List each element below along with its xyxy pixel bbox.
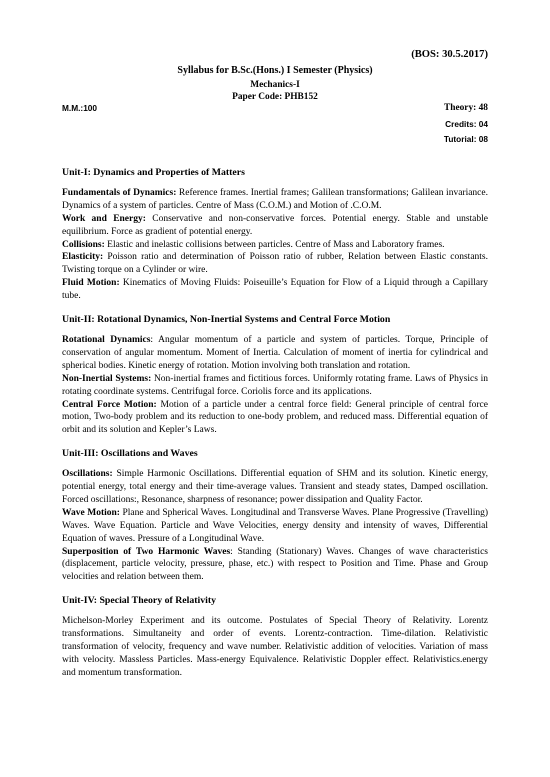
topic-term: Collisions:: [62, 239, 105, 250]
paper-code: Paper Code: PHB152: [232, 92, 318, 102]
topic-paragraph: [62, 615, 488, 680]
topic-paragraph: [62, 277, 488, 303]
topic-text: Plane and Spherical Waves. Longitudinal and Transverse Waves. Plane Progressive (Travelling) Waves. Wave Equation. Particle and Wave Velocities, energy density and intensity of waves, Differential Equation of waves. Pressure of a Longitudinal Wave.: [62, 507, 489, 544]
unit-title: Unit-II: Rotational Dynamics, Non-Inertial Systems and Central Force Motion: [62, 314, 391, 326]
topic-term: Central Force Motion:: [62, 399, 157, 410]
unit-title: Unit-I: Dynamics and Properties of Matters: [62, 167, 245, 178]
topic-term: Fundamentals of Dynamics:: [62, 187, 177, 198]
subject-title: Mechanics-I: [250, 80, 300, 90]
topic-paragraph: [62, 399, 488, 438]
topic-paragraph: [62, 546, 488, 585]
topic-term: Rotational Dynamics: [62, 334, 151, 345]
unit-title: Unit-III: Oscillations and Waves: [62, 448, 198, 460]
theory-hours: Theory: 48: [443, 103, 488, 113]
topic-text: Poisson ratio and determination of Poisson ratio of rubber, Relation between Elastic constants. Twisting torque on a Cylinder or wire.: [62, 252, 488, 276]
syllabus-content: [62, 167, 488, 680]
topic-text: Michelson-Morley Experiment and its outcome. Postulates of Special Theory of Relativity. Lorentz transformations. Simultaneity and order of events. Lorentz-contraction. Time-dilation. Relativistic transformation of velocity, frequency and wave number. Relativistic addition of velocities. Variation of mass with velocity. Massless Particles. Mass-energy Equivalence. Relativistic Doppler effect. Relativistics.energy and momentum transformation.: [62, 616, 488, 678]
topic-text: Conservative and non-conservative forces. Potential energy. Stable and unstable equilibrium. Force as gradient of potential energy.: [62, 213, 489, 237]
credits: Credits: 04: [445, 119, 488, 129]
topic-paragraph: [62, 187, 488, 213]
topic-paragraph: [62, 251, 488, 277]
topic-text: Motion of a particle under a central force field: General principle of central force motion, Two-body problem and its reduction to one-body problem, and reduced mass. Differential equation of orbit and its solution and Kepler’s Laws.: [62, 399, 488, 436]
topic-paragraph: [62, 334, 488, 373]
topic-paragraph: [62, 213, 488, 239]
topic-text: : Angular momentum of a particle and system of particles. Torque, Principle of conservation of angular momentum. Moment of Inertia. Calculation of moment of inertia for cylindrical and spherical bodies. Kinetic energy of rotation. Motion involving both translation and rotation.: [62, 334, 488, 371]
topic-text: : Standing (Stationary) Waves. Changes of wave characteristics (displacement, particle velocity, pressure, phase, etc.) with respect to Position and Time. Phase and Group velocities and relation between them.: [62, 546, 488, 583]
topic-term: Work and Energy:: [62, 213, 146, 224]
syllabus-title: Syllabus for B.Sc.(Hons.) I Semester (Physics): [177, 65, 373, 76]
topic-term: Fluid Motion:: [62, 278, 120, 289]
topic-paragraph: [62, 468, 488, 507]
topic-paragraph: [62, 507, 488, 546]
topic-term: Superposition of Two Harmonic Waves: [62, 546, 231, 557]
max-marks: M.M.:100: [62, 103, 98, 113]
bos-date: (BOS: 30.5.2017): [411, 49, 488, 60]
topic-text: Non-inertial frames and fictitious forces. Uniformly rotating frame. Laws of Physics in rotating coordinate systems. Centrifugal force. Coriolis force and its applications.: [62, 373, 488, 397]
topic-term: Elasticity:: [62, 252, 104, 263]
topic-paragraph: [62, 373, 488, 399]
topic-text: Elastic and inelastic collisions between particles. Centre of Mass and Laboratory frames.: [104, 239, 445, 250]
tutorial-hours: Tutorial: 08: [443, 134, 488, 144]
topic-term: Wave Motion:: [62, 507, 120, 518]
topic-term: Oscillations:: [62, 469, 113, 480]
topic-text: Simple Harmonic Oscillations. Differential equation of SHM and its solution. Kinetic energy, potential energy, total energy and their time-average values. Transient and steady states, Damped oscillation. Forced oscillations:, Resonance, sharpness of resonance; power dissipation and Quality Factor.: [62, 469, 488, 505]
topic-term: Non-Inertial Systems:: [62, 373, 152, 384]
topic-paragraph: [62, 239, 488, 252]
topic-text: Reference frames. Inertial frames; Galilean transformations; Galilean invariance. Dynamics of a system of particles. Centre of Mass (C.O.M.) and Motion of .C.O.M.: [62, 187, 488, 211]
unit-title: Unit-IV: Special Theory of Relativity: [62, 595, 217, 607]
topic-text: Kinematics of Moving Fluids: Poiseuille’s Equation for Flow of a Liquid through a Capillary tube.: [62, 278, 488, 302]
